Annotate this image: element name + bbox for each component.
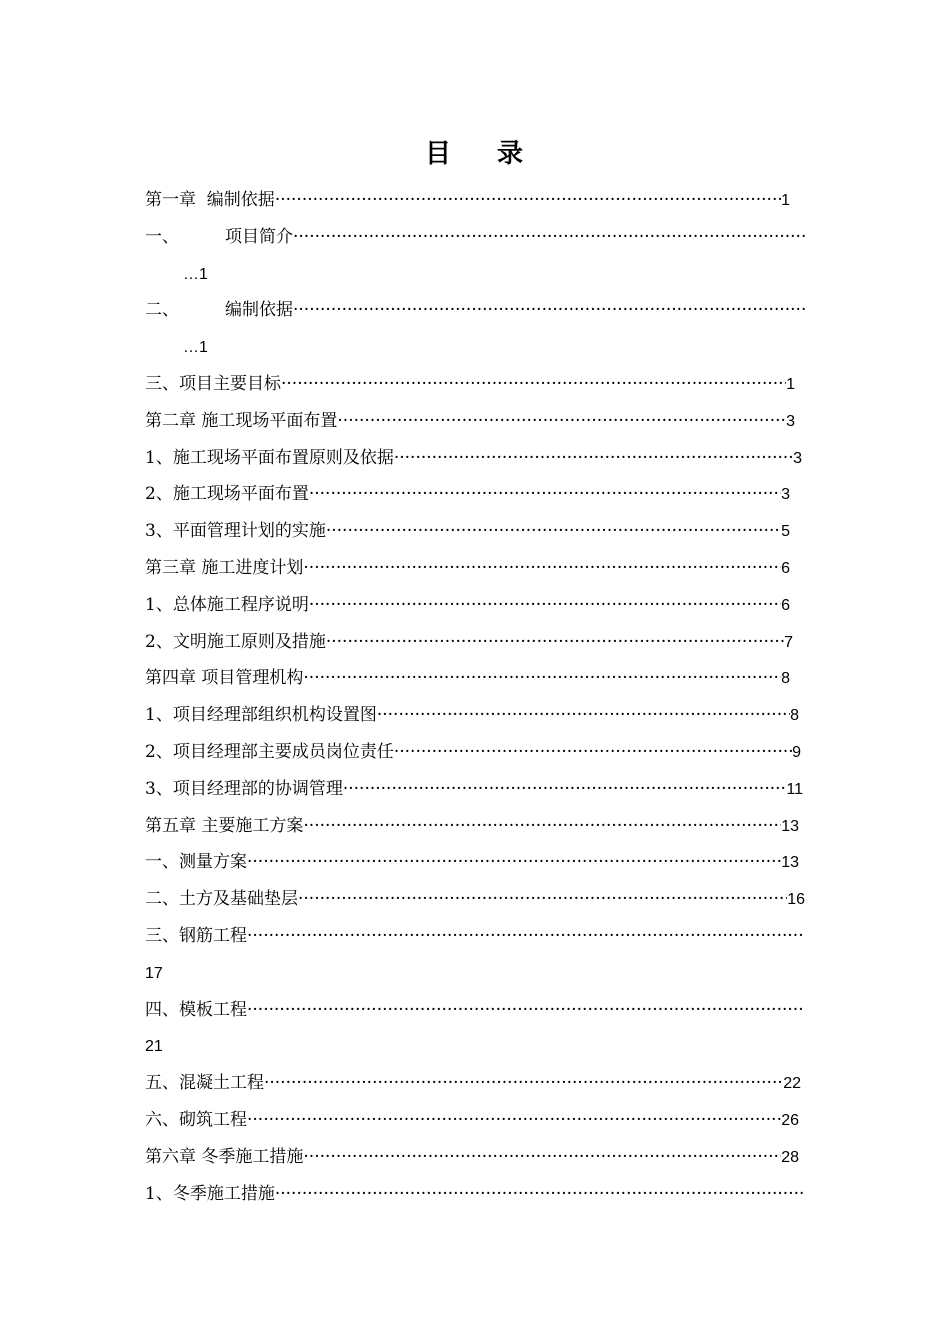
toc-label: 第二章 施工现场平面布置 bbox=[145, 410, 338, 431]
leader-dots bbox=[247, 992, 805, 1029]
toc-page: …1 bbox=[183, 339, 208, 357]
leader-dots bbox=[293, 219, 805, 256]
leader-dots bbox=[309, 587, 781, 624]
toc-row[interactable] bbox=[145, 734, 805, 771]
toc-label: 一、测量方案 bbox=[145, 852, 247, 873]
toc-page: 13 bbox=[781, 854, 799, 872]
toc-row[interactable] bbox=[145, 697, 805, 734]
toc-label: 第六章 冬季施工措施 bbox=[145, 1146, 304, 1167]
leader-dots bbox=[293, 292, 805, 329]
toc-row[interactable] bbox=[145, 219, 805, 256]
toc-label: 第四章 项目管理机构 bbox=[145, 668, 304, 689]
toc-page: 3 bbox=[786, 412, 795, 430]
toc-row-wrap bbox=[145, 955, 805, 992]
toc-label: 二、土方及基础垫层 bbox=[145, 889, 298, 910]
toc-label: 3、项目经理部的协调管理 bbox=[145, 778, 343, 799]
toc-row[interactable] bbox=[145, 1102, 805, 1139]
toc-page: 13 bbox=[781, 817, 799, 835]
toc-label-number: 一、 bbox=[145, 226, 179, 247]
leader-dots bbox=[275, 182, 781, 219]
toc-row[interactable] bbox=[145, 292, 805, 329]
toc-page: 6 bbox=[781, 559, 790, 577]
toc-label: 第五章 主要施工方案 bbox=[145, 815, 304, 836]
toc-row[interactable] bbox=[145, 550, 805, 587]
toc-label: 2、施工现场平面布置 bbox=[145, 484, 309, 505]
toc-row[interactable] bbox=[145, 1065, 805, 1102]
toc-row[interactable] bbox=[145, 771, 805, 808]
toc-label: 六、砌筑工程 bbox=[145, 1109, 247, 1130]
toc-row[interactable] bbox=[145, 182, 805, 219]
leader-dots bbox=[298, 881, 787, 918]
toc-label: 三、项目主要目标 bbox=[145, 373, 281, 394]
toc-row-wrap bbox=[145, 256, 805, 293]
leader-dots bbox=[247, 1102, 781, 1139]
toc-page: 1 bbox=[786, 375, 795, 393]
toc-row-wrap bbox=[145, 329, 805, 366]
toc-page: 1 bbox=[781, 192, 790, 209]
leader-dots bbox=[343, 771, 787, 808]
toc-label: 第三章 施工进度计划 bbox=[145, 557, 304, 578]
toc-page: 28 bbox=[781, 1148, 799, 1166]
toc-row[interactable] bbox=[145, 992, 805, 1029]
toc-page: 8 bbox=[781, 670, 790, 688]
leader-dots bbox=[394, 440, 793, 477]
toc-page: …1 bbox=[183, 265, 208, 283]
toc-title-right: 录 bbox=[497, 139, 526, 169]
toc-row[interactable] bbox=[145, 440, 805, 477]
toc-row[interactable] bbox=[145, 476, 805, 513]
toc-row[interactable] bbox=[145, 1176, 805, 1213]
leader-dots bbox=[326, 513, 781, 550]
toc-label bbox=[145, 219, 293, 256]
toc-page: 11 bbox=[786, 780, 803, 798]
toc-page: 7 bbox=[784, 633, 793, 651]
toc-row[interactable] bbox=[145, 881, 805, 918]
leader-dots bbox=[303, 1139, 781, 1176]
toc-row[interactable] bbox=[145, 513, 805, 550]
toc-label-number: 二、 bbox=[145, 300, 179, 321]
toc-label: 四、模板工程 bbox=[145, 999, 247, 1020]
toc-row[interactable] bbox=[145, 1139, 805, 1176]
toc-label: 1、冬季施工措施 bbox=[145, 1183, 275, 1204]
toc-page: 9 bbox=[792, 743, 801, 761]
toc-row[interactable] bbox=[145, 587, 805, 624]
toc-row[interactable] bbox=[145, 624, 805, 661]
toc-row[interactable] bbox=[145, 660, 805, 697]
toc-label: 3、平面管理计划的实施 bbox=[145, 521, 326, 542]
leader-dots bbox=[309, 476, 781, 513]
toc-label: 第一章 编制依据 bbox=[145, 190, 275, 210]
toc-page: 8 bbox=[790, 707, 799, 725]
leader-dots bbox=[303, 660, 781, 697]
toc-page: 17 bbox=[145, 964, 163, 982]
toc-row[interactable] bbox=[145, 808, 805, 845]
toc-title bbox=[0, 133, 950, 170]
toc-label: 五、混凝土工程 bbox=[145, 1073, 264, 1094]
toc-row-wrap bbox=[145, 1028, 805, 1065]
toc-label: 2、项目经理部主要成员岗位责任 bbox=[145, 741, 394, 762]
toc-label: 1、施工现场平面布置原则及依据 bbox=[145, 447, 394, 468]
toc-page: 21 bbox=[145, 1038, 163, 1056]
leader-dots bbox=[377, 697, 790, 734]
toc-page: 3 bbox=[793, 449, 802, 467]
toc-label-text: 项目简介 bbox=[225, 226, 293, 247]
leader-dots bbox=[326, 624, 784, 661]
leader-dots bbox=[337, 403, 786, 440]
toc-page: 3 bbox=[781, 486, 790, 504]
leader-dots bbox=[281, 366, 786, 403]
toc-page: 16 bbox=[787, 891, 805, 909]
leader-dots bbox=[303, 550, 781, 587]
leader-dots bbox=[394, 734, 792, 771]
toc-label: 1、项目经理部组织机构设置图 bbox=[145, 705, 377, 726]
toc-row[interactable] bbox=[145, 403, 805, 440]
toc-page: 6 bbox=[781, 596, 790, 614]
toc-row[interactable] bbox=[145, 918, 805, 955]
leader-dots bbox=[275, 1176, 805, 1213]
toc-label: 2、文明施工原则及措施 bbox=[145, 631, 326, 652]
leader-dots bbox=[247, 844, 781, 881]
toc-page: 26 bbox=[781, 1111, 799, 1129]
toc-label: 1、总体施工程序说明 bbox=[145, 594, 309, 615]
toc-row[interactable] bbox=[145, 366, 805, 403]
toc-label-text: 编制依据 bbox=[225, 300, 293, 321]
table-of-contents bbox=[145, 182, 805, 1212]
toc-page: 22 bbox=[783, 1075, 801, 1093]
toc-title-left: 目 bbox=[424, 139, 453, 169]
leader-dots bbox=[264, 1065, 783, 1102]
toc-label bbox=[145, 292, 293, 329]
toc-page: 5 bbox=[781, 523, 790, 541]
leader-dots bbox=[303, 808, 781, 845]
leader-dots bbox=[247, 918, 805, 955]
toc-label: 三、钢筋工程 bbox=[145, 925, 247, 946]
toc-row[interactable] bbox=[145, 844, 805, 881]
